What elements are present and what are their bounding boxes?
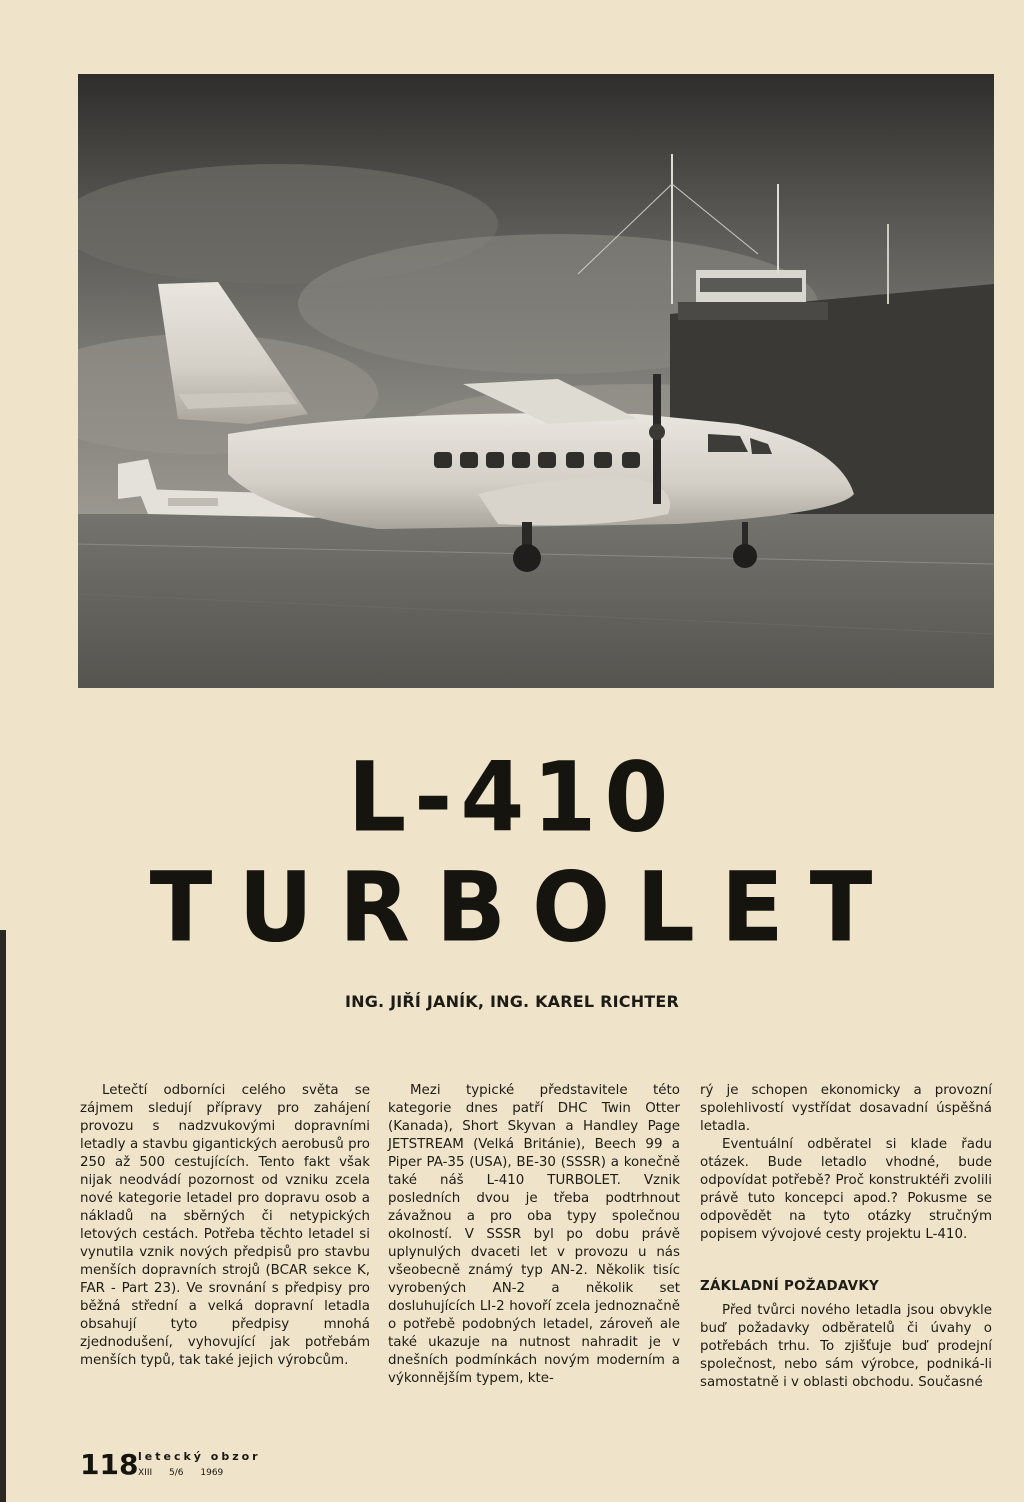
text-column-3 <box>700 1082 992 1392</box>
text-column-1 <box>80 1082 370 1370</box>
paragraph: rý je schopen ekonomicky a provozní spolehlivostí vystřídat dosavadní úspěšná letadla. <box>700 1083 992 1134</box>
paragraph: Eventuální odběratel si klade řadu otázek. Bude letadlo vhodné, bude odpovídat potřebě? Proč konstruktéři zvolili právě tuto koncepci apod.? Pokusme se odpovědět na tyto otázky stručným popisem vývojové cesty projektu L-410. <box>700 1137 992 1242</box>
magazine-name: letecký obzor <box>138 1450 261 1463</box>
paragraph: Letečtí odborníci celého světa se zájmem sledují přípravy pro zahájení provozu s nadzvukovými dopravními letadly a stavbu gigantických aerobusů pro 250 až 500 cestujících. Tento fakt však nijak neodvádí pozornost od vzniku zcela nové kategorie letadel pro dopravu osob a nákladů na sběrných či netypických letových cestách. Potřeba těchto letadel si vynutila vznik nových předpisů pro stavbu menších dopravních strojů (BCAR sekce K, FAR - Part 23). Ve srovnání s předpisy pro běžná střední a velká dopravní letadla obsahují tyto předpisy mnohá zjednodušení, vyhovující jak potřebám menších typů, tak také jejich výrobcům. <box>80 1083 370 1368</box>
article-authors: ING. JIŘÍ JANÍK, ING. KAREL RICHTER <box>344 992 680 1011</box>
paragraph: Mezi typické představitele této kategorie dnes patří DHC Twin Otter (Kanada), Short Skyvan a Handley Page JETSTREAM (Velká Británie), Beech 99 a Piper PA-35 (USA), BE-30 (SSSR) a konečně také náš L-410 TURBOLET. Vznik posledních dvou je třeba podtrhnout závažnou a pro oba typy společnou okolností. V SSSR byl po dobu právě uplynulých dvaceti let v provozu u nás všeobecně známý typ AN-2. Několik tisíc vyrobených AN-2 a několik set dosluhujících LI-2 hovoří zcela jednoznačně o potřebě podobných letadel, zároveň ale také ukazuje na nutnost nahradit je v dnešních podmínkách novým moderním a výkonnějším typem, kte- <box>388 1083 680 1386</box>
aircraft-photo <box>78 74 994 688</box>
article-title-line2: TURBOLET <box>149 851 899 964</box>
magazine-issue-number: 5/6 <box>169 1468 184 1478</box>
page-number: 118 <box>80 1448 139 1481</box>
magazine-year: 1969 <box>200 1468 224 1478</box>
article-title-line1: L-410 <box>347 741 677 854</box>
text-column-2 <box>388 1082 680 1388</box>
l410-airfield-photo <box>78 74 994 688</box>
scan-edge <box>0 930 6 1502</box>
magazine-volume: XIII <box>138 1468 153 1478</box>
section-heading: ZÁKLADNÍ POŽADAVKY <box>700 1279 879 1294</box>
magazine-issue <box>138 1468 223 1478</box>
paragraph: Před tvůrci nového letadla jsou obvykle buď požadavky odběratelů či úvahy o potřebách trhu. To zjišťuje buď prodejní společnost, nebo sám výrobce, podniká-li samostatně i v oblasti obchodu. Současné <box>700 1303 992 1390</box>
